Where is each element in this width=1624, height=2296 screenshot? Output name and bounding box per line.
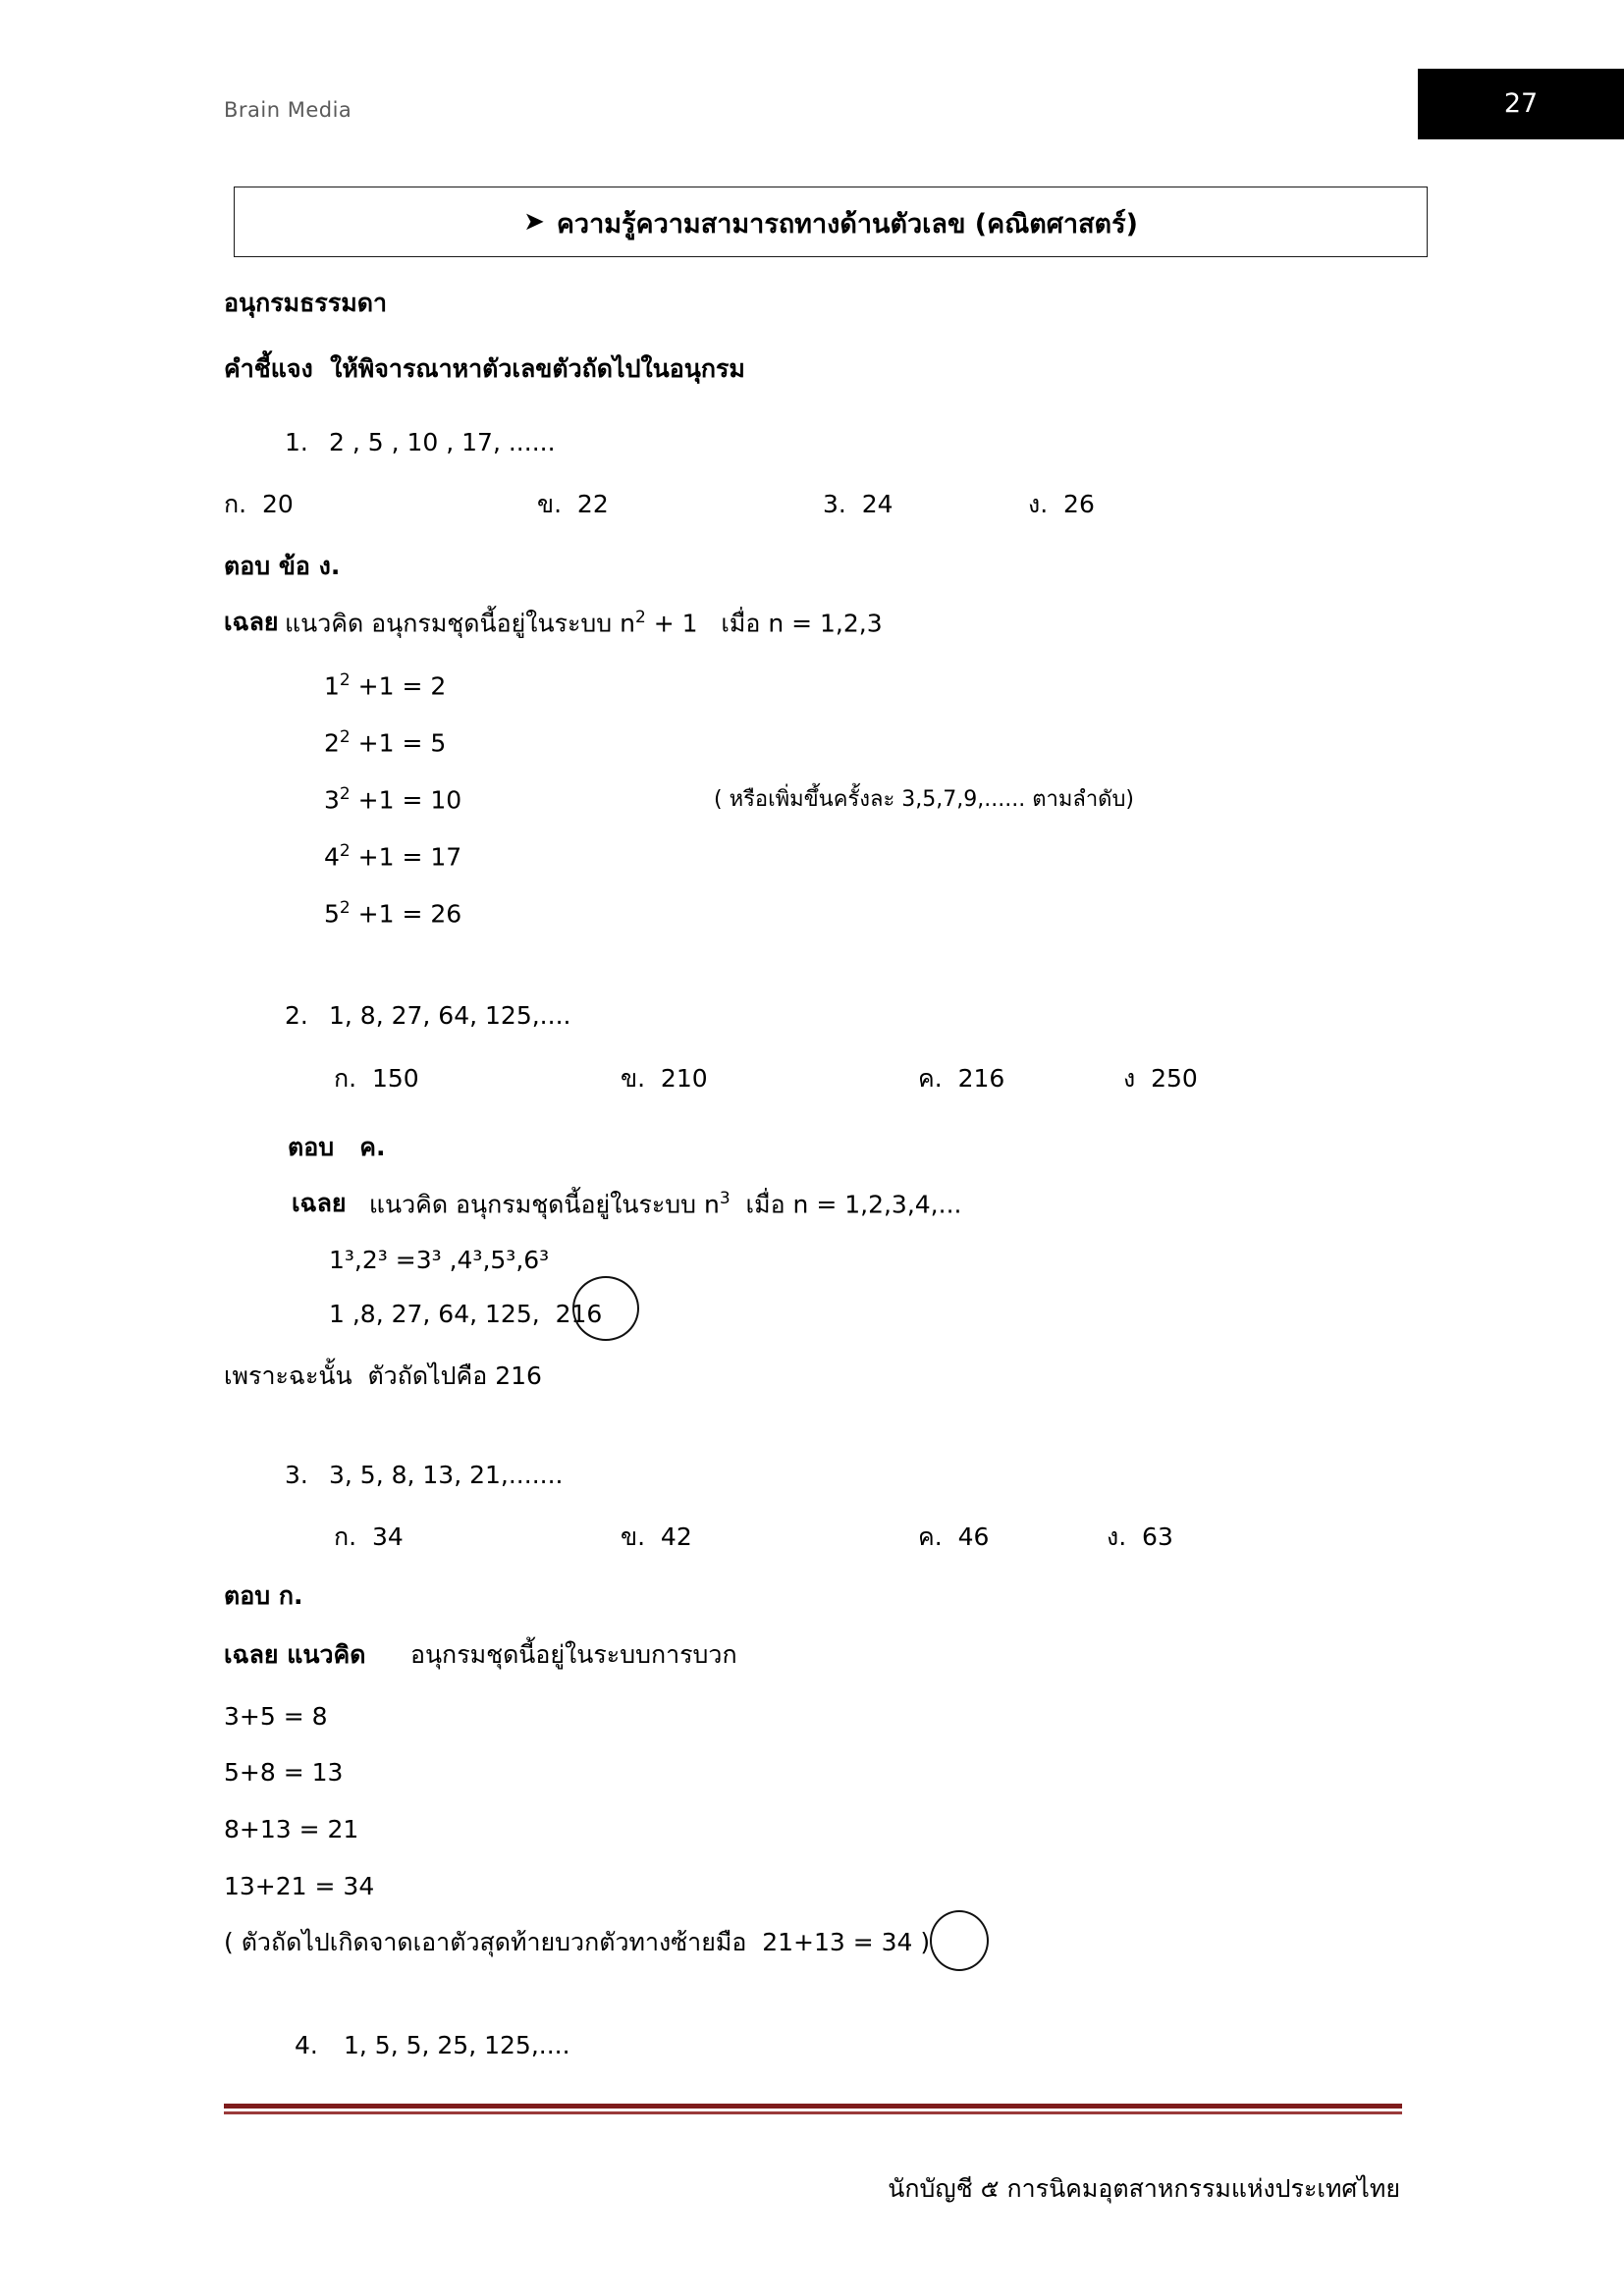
choice-b: ข. 22 [537,490,609,518]
footer-label: นักบัญชี ๕ การนิคมอุตสาหกรรมแห่งประเทศไทย [888,2174,1400,2203]
choice-c: ค. 46 [918,1522,990,1551]
footer-divider-secondary [224,2111,1402,2114]
calc-base: 3 [324,785,340,815]
calc-exponent: 2 [339,784,351,804]
item-sequence: 1, 5, 5, 25, 125,.... [344,2031,570,2059]
choice-c: ค. 216 [918,1064,1005,1093]
page-number: 27 [1503,88,1539,119]
section-title-inner [235,187,1427,258]
calc-base: 5 [324,899,340,929]
choice-d: ง. 26 [1028,490,1095,518]
item-answer: ตอบ ค. [288,1133,386,1161]
circle-highlight-216 [572,1276,639,1341]
item-note: ( หรือเพิ่มขึ้นครั้งละ 3,5,7,9,...... ตามลำดับ) [714,787,1135,812]
powers-line: 1³,2³ =3³ ,4³,5³,6³ [329,1246,550,1274]
calc-base: 4 [324,842,340,872]
choice-a: ก. 34 [334,1522,404,1551]
item-number: 2. [285,1001,308,1030]
explain-label: เฉลย [224,608,279,636]
explain-label: เฉลย แนวคิด [224,1640,366,1669]
explain-text-tail: + 1 เมื่อ n = 1,2,3 [645,609,883,638]
item-answer: ตอบ ก. [224,1581,303,1610]
choice-a: ก. 20 [224,490,294,518]
explain-text-main: แนวคิด อนุกรมชุดนี้อยู่ในระบบ n [285,609,635,638]
item-number: 3. [285,1461,308,1489]
calc-base: 2 [324,728,340,758]
calc-rest: +1 = 10 [350,785,462,815]
explain-text-main: แนวคิด อนุกรมชุดนี้อยู่ในระบบ n [353,1190,720,1219]
item-number: 1. [285,428,308,456]
choice-d: ง 250 [1123,1064,1198,1093]
calc-rest: +1 = 26 [350,899,462,929]
choice-b: ข. 42 [621,1522,692,1551]
section-instruction: คำชี้แจง ให้พิจารณาหาตัวเลขตัวถัดไปในอนุกรม [224,354,745,383]
section-heading: อนุกรมธรรมดา [224,289,388,317]
choice-d: ง. 63 [1107,1522,1173,1551]
explain-exponent: 3 [719,1189,731,1208]
explain-text: อนุกรมชุดนี้อยู่ในระบบการบวก [403,1640,737,1669]
choice-a: ก. 150 [334,1064,419,1093]
circle-highlight-34 [930,1910,989,1971]
calc-step [324,728,446,758]
arrow-bullet-icon: ➤ [523,207,545,237]
page-title: ความรู้ความสามารถทางด้านตัวเลข (คณิตศาสตร์) [556,208,1138,240]
explain-text-tail: เมื่อ n = 1,2,3,4,... [730,1190,962,1219]
calc-step [324,842,461,872]
calc-step: 8+13 = 21 [224,1815,359,1843]
calc-step: 13+21 = 34 [224,1872,375,1900]
item-sequence: 3, 5, 8, 13, 21,....... [329,1461,564,1489]
calc-exponent: 2 [339,898,351,918]
explain-label: เฉลย [292,1189,347,1217]
section-title-box [234,187,1428,257]
item-conclusion: เพราะฉะนั้น ตัวถัดไปคือ 216 [224,1362,542,1390]
calc-step [324,899,461,929]
calc-base: 1 [324,671,340,701]
calc-rest: +1 = 5 [350,728,447,758]
calc-step: 3+5 = 8 [224,1702,328,1731]
explain-text [353,1190,961,1219]
calc-exponent: 2 [339,841,351,861]
calc-rest: +1 = 2 [350,671,447,701]
result-line: 1 ,8, 27, 64, 125, 216 [329,1300,603,1328]
item-number: 4. [295,2031,318,2059]
choice-c: 3. 24 [823,490,893,518]
item-sequence: 1, 8, 27, 64, 125,.... [329,1001,571,1030]
footer-divider-primary [224,2104,1402,2109]
calc-step [324,785,461,815]
calc-rest: +1 = 17 [350,842,462,872]
calc-exponent: 2 [339,727,351,747]
explain-text [285,609,883,638]
calc-step: 5+8 = 13 [224,1758,344,1787]
brand-label: Brain Media [224,98,352,122]
item-note: ( ตัวถัดไปเกิดจาดเอาตัวสุดท้ายบวกตัวทางซ้ายมือ 21+13 = 34 ) [224,1928,931,1956]
explain-exponent: 2 [634,608,646,627]
choice-b: ข. 210 [621,1064,708,1093]
calc-step [324,671,446,701]
item-sequence: 2 , 5 , 10 , 17, ...... [329,428,556,456]
item-answer: ตอบ ข้อ ง. [224,552,341,580]
calc-exponent: 2 [339,670,351,690]
